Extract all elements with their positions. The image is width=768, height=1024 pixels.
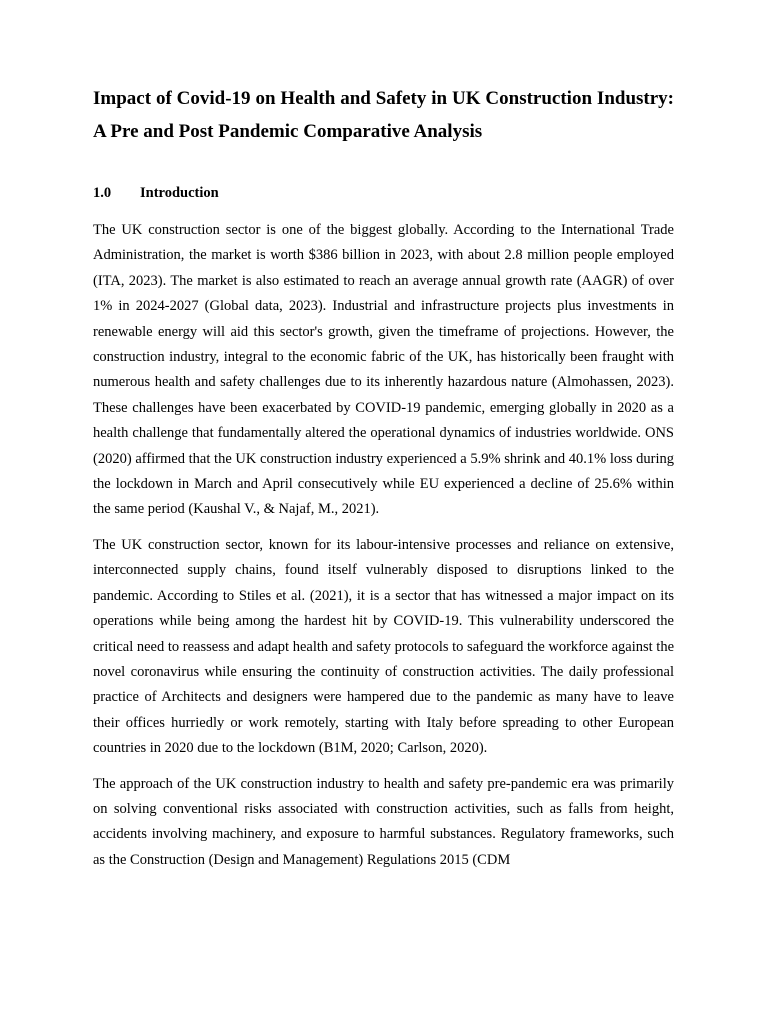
section-title: Introduction [140, 185, 219, 201]
document-page [93, 82, 674, 873]
document-title: Impact of Covid-19 on Health and Safety in UK Construction Industry: A Pre and Post Pandemic Comparative Analysis [93, 88, 674, 142]
section-heading [93, 183, 674, 203]
body-text [93, 218, 674, 873]
section-number: 1.0 [93, 185, 112, 201]
paragraph: The UK construction sector, known for its labour-intensive processes and reliance on extensive, interconnected supply chains, found itself vulnerably disposed to disruptions linked to the pandemic. According to Stiles et al. (2021), it is a sector that has witnessed a major impact on its operations while being among the hardest hit by COVID-19. This vulnerability underscored the critical need to reassess and adapt health and safety protocols to safeguard the workforce against the novel coronavirus while ensuring the continuity of construction activities. The daily professional practice of Architects and designers were hampered due to the pandemic as many have to leave their offices hurriedly or work remotely, starting with Italy before spreading to other European countries in 2020 due to the lockdown (B1M, 2020; Carlson, 2020). [93, 536, 674, 757]
paragraph: The approach of the UK construction industry to health and safety pre-pandemic era was primarily on solving conventional risks associated with construction activities, such as falls from height, accidents involving machinery, and exposure to harmful substances. Regulatory frameworks, such as the Construction (Design and Management) Regulations 2015 (CDM [93, 775, 674, 868]
paragraph: The UK construction sector is one of the biggest globally. According to the International Trade Administration, the market is worth $386 billion in 2023, with about 2.8 million people employed (ITA, 2023). The market is also estimated to reach an average annual growth rate (AAGR) of over 1% in 2024-2027 (Global data, 2023). Industrial and infrastructure projects plus investments in renewable energy will aid this sector's growth, given the timeframe of projections. However, the construction industry, integral to the economic fabric of the UK, has historically been fraught with numerous health and safety challenges due to its inherently hazardous nature (Almohassen, 2023). These challenges have been exacerbated by COVID-19 pandemic, emerging globally in 2020 as a health challenge that fundamentally altered the operational dynamics of industries worldwide. ONS (2020) affirmed that the UK construction industry experienced a 5.9% shrink and 40.1% loss during the lockdown in March and April consecutively while EU experienced a decline of 25.6% within the same period (Kaushal V., & Najaf, M., 2021). [93, 222, 674, 518]
